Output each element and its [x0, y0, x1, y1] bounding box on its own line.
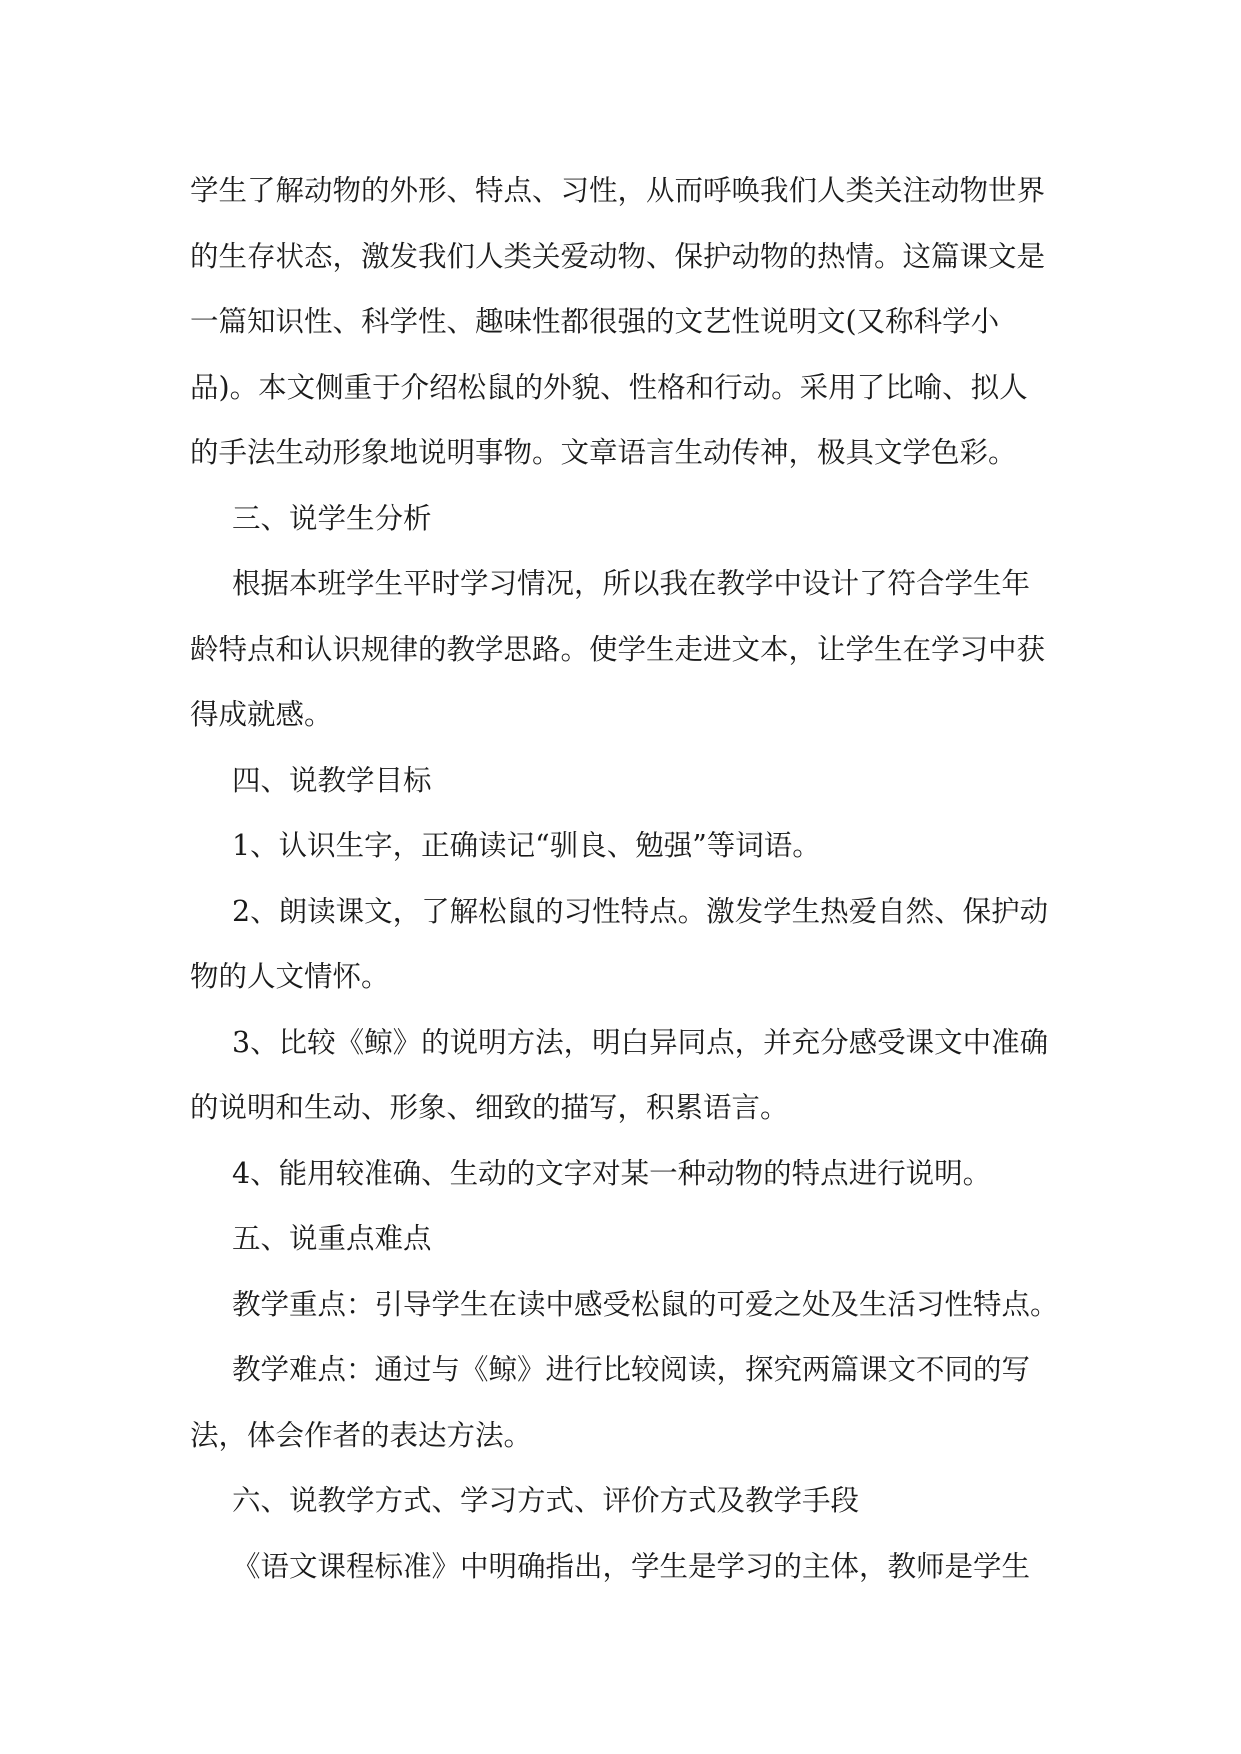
text-line: 的说明和生动、形象、细致的描写，积累语言。 [190, 1091, 789, 1124]
text-line: 品)。本文侧重于介绍松鼠的外貌、性格和行动。采用了比喻、拟人 [190, 370, 1028, 404]
list-item: 3、比较《鲸》的说明方法，明白异同点，并充分感受课文中准确 [232, 1025, 1049, 1059]
text-line: 教学重点：引导学生在读中感受松鼠的可爱之处及生活习性特点。 [232, 1287, 1059, 1321]
text-line: 教学难点：通过与《鲸》进行比较阅读，探究两篇课文不同的写 [232, 1353, 1031, 1386]
section-heading: 三、说学生分析 [232, 501, 432, 535]
text-line: 根据本班学生平时学习情况，所以我在教学中设计了符合学生年 [232, 567, 1031, 600]
section-heading: 五、说重点难点 [232, 1222, 432, 1255]
text-line: 的手法生动形象地说明事物。文章语言生动传神，极具文学色彩。 [190, 436, 1017, 469]
text-line: 一篇知识性、科学性、趣味性都很强的文艺性说明文(又称科学小 [190, 305, 1000, 338]
text-line: 《语文课程标准》中明确指出，学生是学习的主体，教师是学生 [232, 1549, 1031, 1583]
text-line: 的生存状态，激发我们人类关爱动物、保护动物的热情。这篇课文是 [190, 239, 1046, 273]
text-line: 物的人文情怀。 [190, 960, 390, 993]
text-line: 学生了解动物的外形、特点、习性，从而呼唤我们人类关注动物世界 [190, 174, 1046, 207]
section-heading: 六、说教学方式、学习方式、评价方式及教学手段 [232, 1484, 860, 1517]
text-line: 法，体会作者的表达方法。 [190, 1418, 533, 1452]
list-item: 4、能用较准确、生动的文字对某一种动物的特点进行说明。 [232, 1156, 992, 1190]
list-item: 2、朗读课文，了解松鼠的习性特点。激发学生热爱自然、保护动 [232, 894, 1049, 928]
text-line: 得成就感。 [190, 698, 333, 731]
list-item: 1、认识生字，正确读记“驯良、勉强”等词语。 [232, 829, 821, 862]
document-body [190, 158, 1070, 1599]
section-heading: 四、说教学目标 [232, 763, 432, 797]
text-line: 龄特点和认识规律的教学思路。使学生走进文本，让学生在学习中获 [190, 632, 1046, 666]
